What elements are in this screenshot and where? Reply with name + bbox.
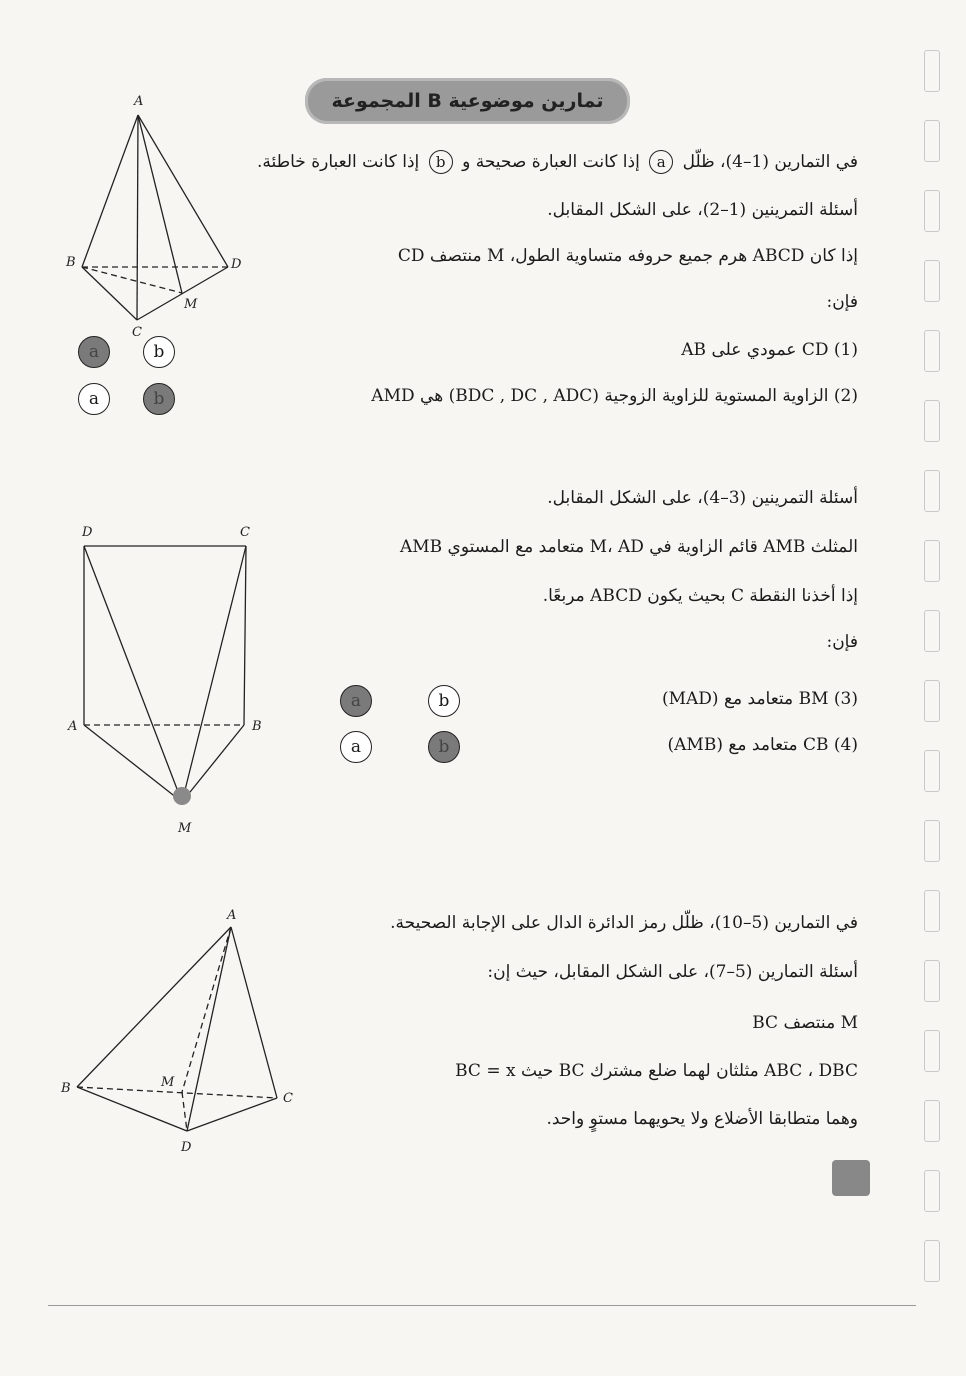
question-1: (1) CD عمودي على AB [681,340,858,360]
label-B: B [252,719,262,734]
edge-AB [82,115,138,267]
given-midpoint: M منتصف BC [752,1013,858,1033]
edge-BC-hidden [77,1087,277,1098]
edge-CD [137,267,228,320]
edge-CB [244,546,246,725]
section-header [305,78,630,124]
page-number-stamp [832,1160,870,1196]
label-M: M [184,297,198,312]
label-B: B [66,255,76,270]
legend-circle-b: b [429,150,453,174]
questions-ref-3-4: أسئلة التمرينين (3–4)، على الشكل المقابل. [547,488,858,508]
right-angle-mark-M [173,787,191,805]
edge-BC [82,267,137,320]
instruction-pre: في التمارين (1–4)، ظلّل [682,152,858,172]
label-A: A [68,719,78,734]
label-B: B [61,1081,71,1096]
label-D: D [181,1140,192,1155]
questions-ref-5-7: أسئلة التمارين (5–7)، على الشكل المقابل، حيث إن: [487,962,858,982]
edge-AD [138,115,228,267]
q4-option-a[interactable]: a [340,731,372,763]
figure-2-square-prism [60,520,280,840]
bottom-rule [48,1305,916,1306]
given-triangle-amb: المثلث AMB قائم الزاوية في M، AD متعامد مع المستوي AMB [399,537,858,557]
questions-ref-1-2: أسئلة التمرينين (1–2)، على الشكل المقابل. [547,200,858,220]
edge-AC [137,115,138,320]
instruction-5-10: في التمارين (5–10)، ظلّل رمز الدائرة الدال على الإجابة الصحيحة. [390,913,858,933]
edge-DC [187,1098,277,1131]
q3-option-b[interactable]: b [428,685,460,717]
legend-circle-a: a [649,150,673,174]
therefore-2: فإن: [826,632,858,652]
instruction-post: إذا كانت العبارة خاطئة. [256,152,420,172]
label-M: M [178,821,192,836]
label-C: C [132,325,142,340]
given-triangles: ABC ، DBC مثلثان لهما ضلع مشترك BC حيث BC = x [455,1061,858,1081]
label-M: M [161,1075,175,1090]
question-2: (2) الزاوية المستوية للزاوية الزوجية (BDC , DC , ADC) هي AMD [371,386,858,406]
question-3: (3) BM متعامد مع (MAD) [661,689,858,709]
header-title: المجموعة B تمارين موضوعية [331,90,604,112]
q1-option-a[interactable]: a [78,336,110,368]
therefore-1: فإن: [826,292,858,312]
label-D: D [231,257,242,272]
instruction-line-1 [257,150,858,174]
given-square: إذا أخذنا النقطة C بحيث يكون ABCD مربعًا. [542,586,858,606]
edge-AC [231,927,277,1098]
q1-option-b[interactable]: b [143,336,175,368]
q4-option-b[interactable]: b [428,731,460,763]
given-pyramid: إذا كان ABCD هرم جميع حروفه متساوية الطول، M منتصف CD [397,246,858,266]
edge-AD [187,927,231,1131]
edge-AM [138,115,182,293]
q2-option-b[interactable]: b [143,383,175,415]
instruction-mid: إذا كانت العبارة صحيحة و [462,152,640,172]
figure-3-tetrahedron [55,905,315,1165]
binder-holes [924,30,948,1330]
edge-CM [182,546,246,802]
question-4: (4) CB متعامد مع (AMB) [667,735,858,755]
figure-1-pyramid [60,90,260,350]
label-A: A [134,94,144,109]
label-D: D [82,525,93,540]
given-equilateral: وهما متطابقا الأضلاع ولا يحويهما مستوٍ واحد. [546,1109,858,1129]
q2-option-a[interactable]: a [78,383,110,415]
edge-BD [77,1087,187,1131]
label-C: C [240,525,250,540]
label-A: A [227,908,237,923]
edge-MD-hidden [182,1092,187,1131]
edge-BM-hidden [82,267,182,293]
q3-option-a[interactable]: a [340,685,372,717]
label-C: C [283,1091,293,1106]
